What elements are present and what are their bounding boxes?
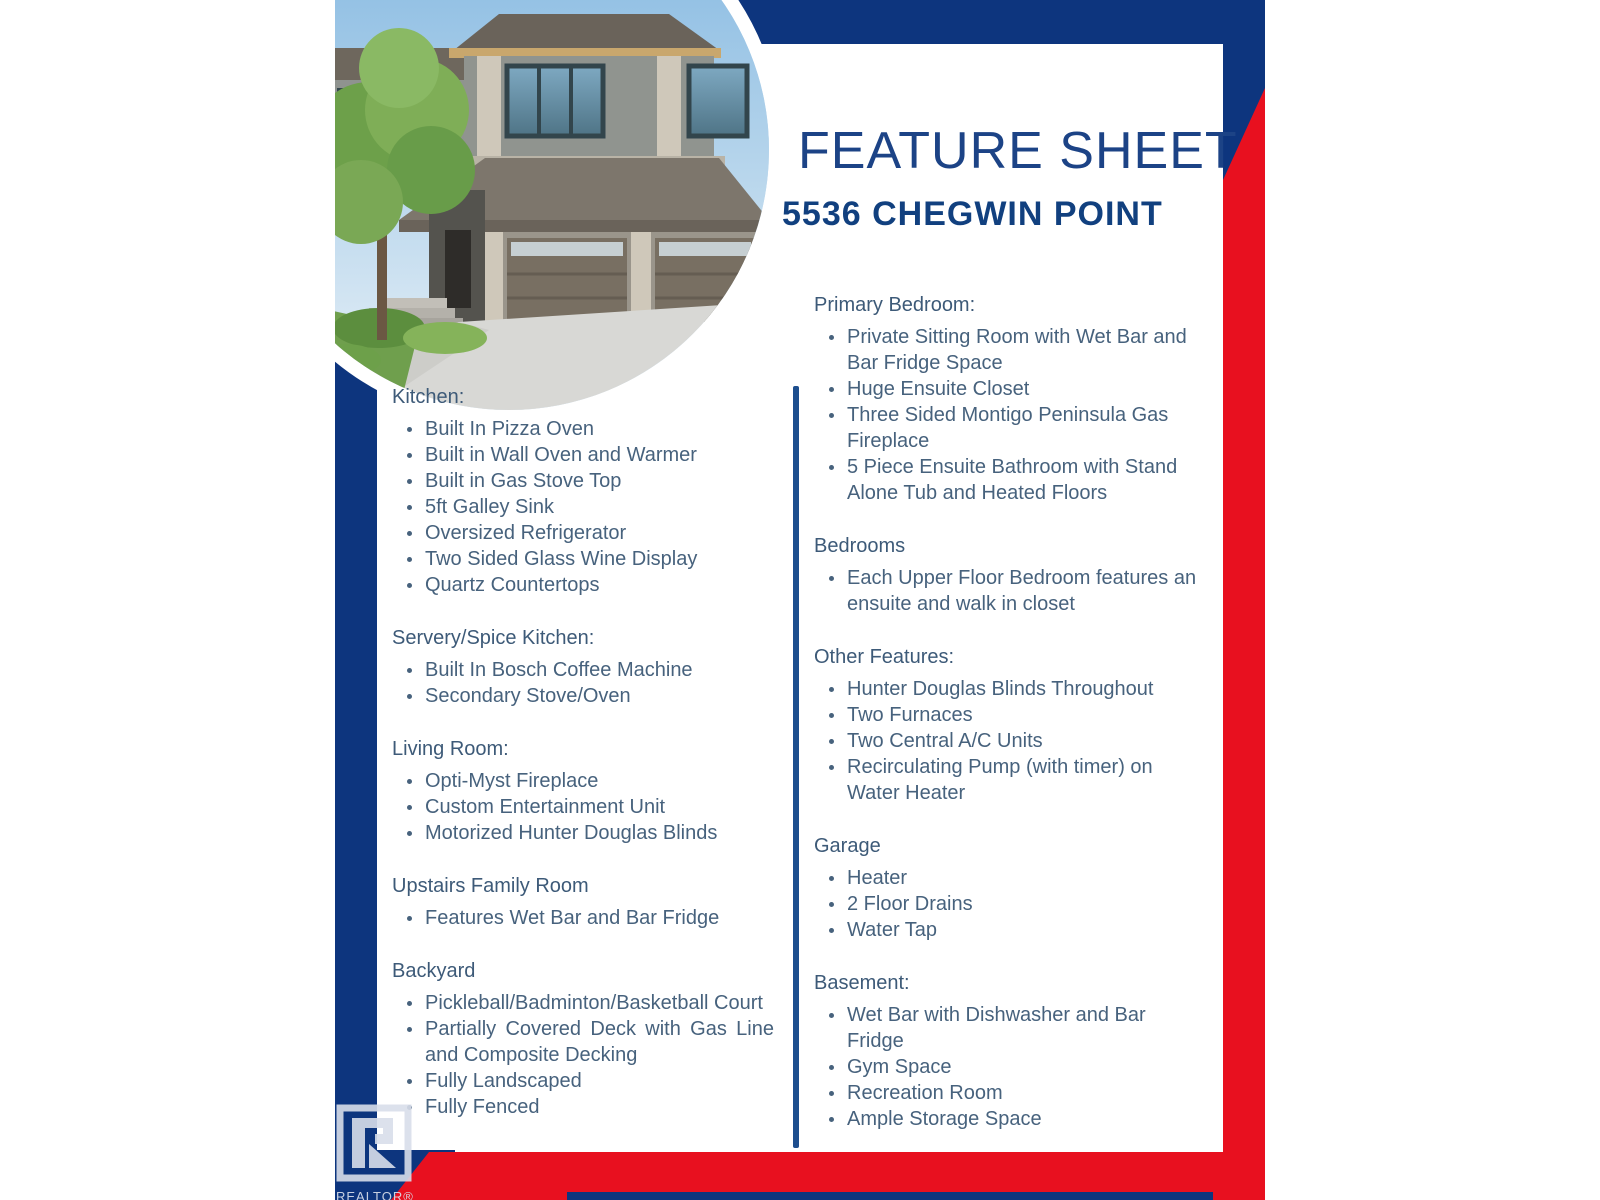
feature-item: Built In Bosch Coffee Machine bbox=[392, 657, 774, 683]
section-list bbox=[392, 416, 774, 598]
feature-item: 5 Piece Ensuite Bathroom with Stand Alone Tub and Heated Floors bbox=[814, 454, 1200, 506]
realtor-caption: REALTOR® bbox=[336, 1189, 414, 1200]
house-photo bbox=[335, 0, 783, 424]
feature-item: Oversized Refrigerator bbox=[392, 520, 774, 546]
feature-section-left-1 bbox=[392, 623, 774, 709]
feature-item: Recirculating Pump (with timer) on Water Heater bbox=[814, 754, 1200, 806]
feature-section-left-0 bbox=[392, 382, 774, 598]
feature-item: Recreation Room bbox=[814, 1080, 1200, 1106]
section-list bbox=[814, 865, 1200, 943]
bottom-navy-sliver bbox=[567, 1192, 1213, 1200]
section-header: Other Features: bbox=[814, 646, 955, 668]
header-block bbox=[782, 124, 1238, 234]
section-list bbox=[392, 905, 774, 931]
section-list bbox=[392, 657, 774, 709]
feature-section-right-4 bbox=[814, 968, 1200, 1132]
feature-item: Fully Fenced bbox=[392, 1094, 774, 1120]
left-navy-strip bbox=[335, 320, 377, 1200]
feature-item: Ample Storage Space bbox=[814, 1106, 1200, 1132]
feature-item: Custom Entertainment Unit bbox=[392, 794, 774, 820]
feature-section-right-0 bbox=[814, 290, 1200, 506]
section-list bbox=[814, 1002, 1200, 1132]
feature-item: Heater bbox=[814, 865, 1200, 891]
feature-section-right-1 bbox=[814, 531, 1200, 617]
feature-item: 5ft Galley Sink bbox=[392, 494, 774, 520]
feature-item: Wet Bar with Dishwasher and Bar Fridge bbox=[814, 1002, 1200, 1054]
page-title: FEATURE SHEET bbox=[798, 122, 1238, 180]
feature-item: Features Wet Bar and Bar Fridge bbox=[392, 905, 774, 931]
feature-section-left-2 bbox=[392, 734, 774, 846]
column-divider-line bbox=[793, 386, 799, 1148]
section-list bbox=[814, 565, 1200, 617]
feature-item: Two Central A/C Units bbox=[814, 728, 1200, 754]
section-list bbox=[814, 676, 1200, 806]
feature-item: Built in Wall Oven and Warmer bbox=[392, 442, 774, 468]
feature-item: Private Sitting Room with Wet Bar and Bar Fridge Space bbox=[814, 324, 1200, 376]
feature-item: Gym Space bbox=[814, 1054, 1200, 1080]
features-column-left bbox=[392, 382, 774, 1145]
section-list bbox=[814, 324, 1200, 506]
section-header: Bedrooms bbox=[814, 535, 906, 557]
section-list bbox=[392, 990, 774, 1120]
feature-sheet-flyer bbox=[335, 0, 1265, 1200]
section-header: Upstairs Family Room bbox=[392, 875, 589, 897]
section-header: Backyard bbox=[392, 960, 476, 982]
realtor-r-icon bbox=[336, 1104, 412, 1182]
section-header: Garage bbox=[814, 835, 881, 857]
feature-section-right-2 bbox=[814, 642, 1200, 806]
feature-item: 2 Floor Drains bbox=[814, 891, 1200, 917]
feature-item: Pickleball/Badminton/Basketball Court bbox=[392, 990, 774, 1016]
realtor-logo bbox=[336, 1104, 432, 1200]
feature-item: Hunter Douglas Blinds Throughout bbox=[814, 676, 1200, 702]
feature-item: Three Sided Montigo Peninsula Gas Fireplace bbox=[814, 402, 1200, 454]
feature-item: Built in Gas Stove Top bbox=[392, 468, 774, 494]
section-header: Servery/Spice Kitchen: bbox=[392, 627, 595, 649]
property-address: 5536 CHEGWIN POINT bbox=[782, 194, 1163, 233]
feature-item: Huge Ensuite Closet bbox=[814, 376, 1200, 402]
feature-item: Fully Landscaped bbox=[392, 1068, 774, 1094]
feature-item: Partially Covered Deck with Gas Line and Composite Decking bbox=[392, 1016, 774, 1068]
feature-item: Secondary Stove/Oven bbox=[392, 683, 774, 709]
section-header: Basement: bbox=[814, 972, 910, 994]
feature-section-right-3 bbox=[814, 831, 1200, 943]
feature-section-left-4 bbox=[392, 956, 774, 1120]
feature-item: Motorized Hunter Douglas Blinds bbox=[392, 820, 774, 846]
feature-item: Water Tap bbox=[814, 917, 1200, 943]
feature-item: Opti-Myst Fireplace bbox=[392, 768, 774, 794]
section-header: Kitchen: bbox=[392, 386, 465, 408]
feature-item: Each Upper Floor Bedroom features an ensuite and walk in closet bbox=[814, 565, 1200, 617]
section-list bbox=[392, 768, 774, 846]
features-column-right bbox=[814, 290, 1200, 1157]
feature-item: Quartz Countertops bbox=[392, 572, 774, 598]
feature-section-left-3 bbox=[392, 871, 774, 931]
section-header: Living Room: bbox=[392, 738, 509, 760]
house-illustration bbox=[335, 0, 769, 410]
section-header: Primary Bedroom: bbox=[814, 294, 976, 316]
feature-item: Built In Pizza Oven bbox=[392, 416, 774, 442]
feature-item: Two Furnaces bbox=[814, 702, 1200, 728]
feature-item: Two Sided Glass Wine Display bbox=[392, 546, 774, 572]
